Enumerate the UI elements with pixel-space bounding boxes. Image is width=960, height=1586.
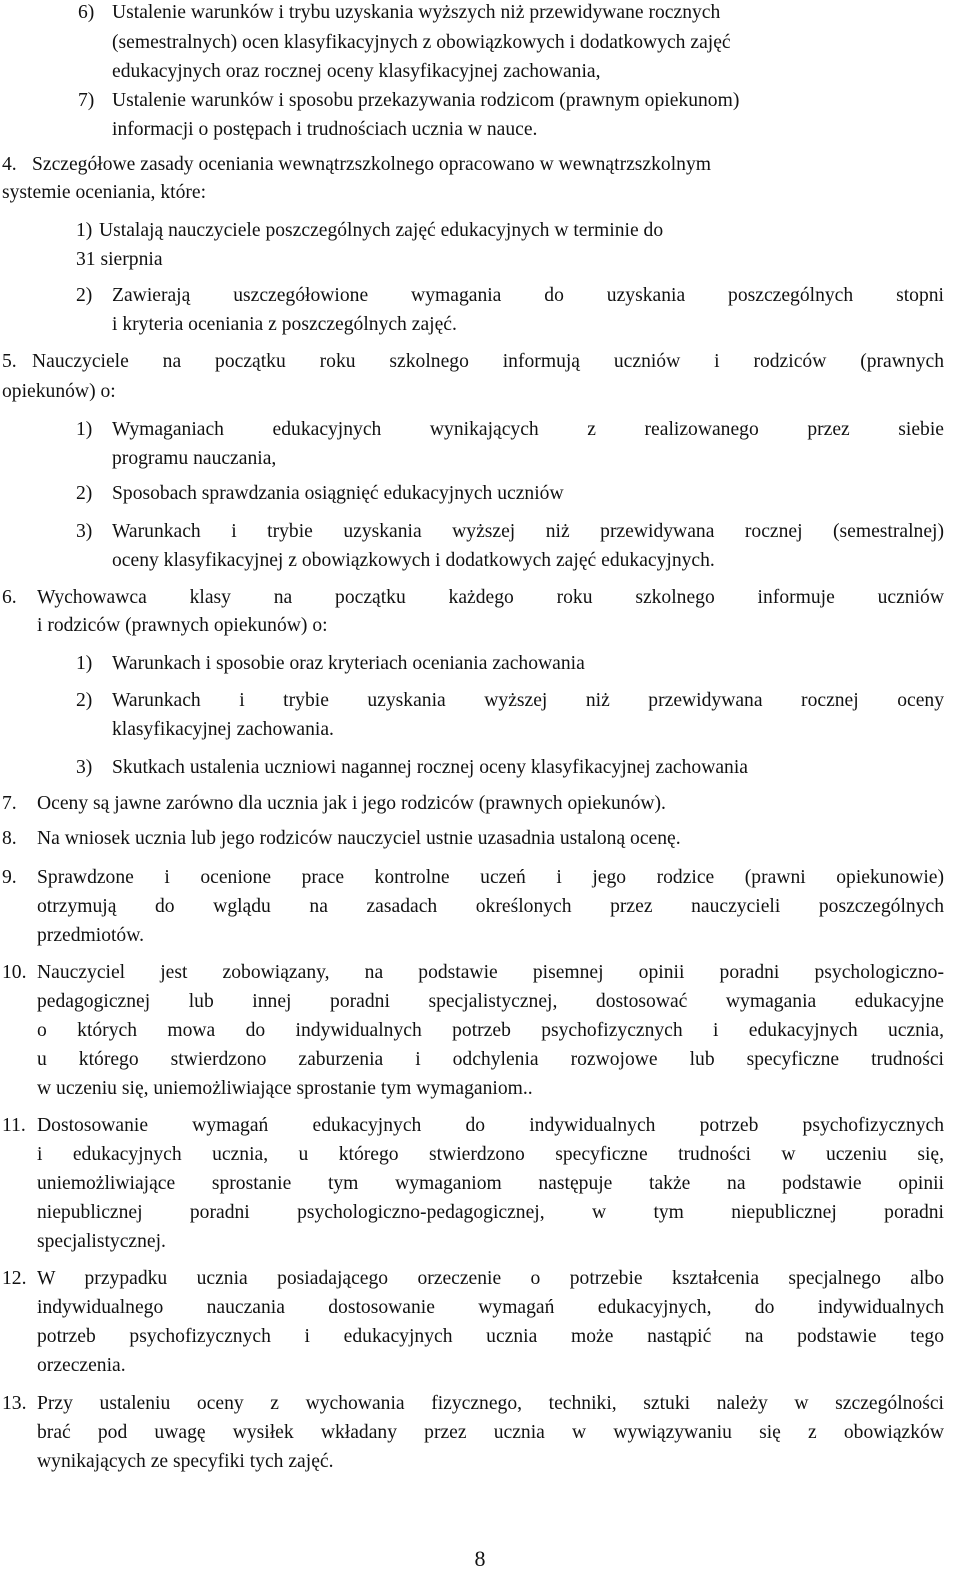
list-item-line: Ustalenie warunków i trybu uzyskania wyższych niż przewidywane rocznych (112, 2, 721, 23)
section-line: pedagogicznej lub innej poradni specjalistycznej, dostosować wymagania edukacyjne (37, 991, 944, 1012)
section-line: przedmiotów. (37, 925, 145, 946)
section-line: Dostosowanie wymagań edukacyjnych do indywidualnych potrzeb psychofizycznych (37, 1115, 944, 1136)
section-line: i edukacyjnych ucznia, u którego stwierdzono specyficzne trudności w uczeniu się, (37, 1144, 944, 1165)
list-item-line: Warunkach i trybie uzyskania wyższej niż przewidywana rocznej (semestralnej) (112, 521, 944, 542)
list-item-line: (semestralnych) ocen klasyfikacyjnych z obowiązkowych i dodatkowych zajęć (112, 32, 731, 53)
list-item-line: 31 sierpnia (76, 249, 163, 270)
list-item-line: i kryteria oceniania z poszczególnych zajęć. (112, 314, 457, 335)
section-number: 7. (2, 793, 17, 814)
section-line: Szczegółowe zasady oceniania wewnątrzszkolnego opracowano w wewnątrzszkolnym (32, 154, 711, 175)
list-item-line: Warunkach i sposobie oraz kryteriach oceniania zachowania (112, 653, 585, 674)
section-line: Nauczyciel jest zobowiązany, na podstawie pisemnej opinii poradni psychologiczno- (37, 962, 944, 983)
section-line: opiekunów) o: (2, 381, 116, 402)
section-line: potrzeb psychofizycznych i edukacyjnych ucznia może nastąpić na podstawie tego (37, 1326, 944, 1347)
section-number: 8. (2, 828, 17, 849)
list-item-line: Zawierają uszczegółowione wymagania do uzyskania poszczególnych stopni (112, 285, 944, 306)
list-item-line: klasyfikacyjnej zachowania. (112, 719, 334, 740)
section-line: Przy ustaleniu oceny z wychowania fizycznego, techniki, sztuki należy w szczególności (37, 1393, 944, 1414)
section-number: 11. (2, 1115, 26, 1136)
section-number: 12. (2, 1268, 27, 1289)
list-number: 1) (76, 653, 93, 674)
list-item-line: Skutkach ustalenia uczniowi nagannej rocznej oceny klasyfikacyjnej zachowania (112, 757, 748, 778)
list-number: 2) (76, 690, 93, 711)
section-line: Oceny są jawne zarówno dla ucznia jak i jego rodziców (prawnych opiekunów). (37, 793, 666, 814)
section-line: indywidualnego nauczania dostosowanie wymagań edukacyjnych, do indywidualnych (37, 1297, 944, 1318)
section-line: uniemożliwiające sprostanie tym wymaganiom następuje także na podstawie opinii (37, 1173, 944, 1194)
list-number: 3) (76, 521, 93, 542)
list-number: 1) (76, 419, 93, 440)
section-line: orzeczenia. (37, 1355, 126, 1376)
section-line: o których mowa do indywidualnych potrzeb psychofizycznych i edukacyjnych ucznia, (37, 1020, 944, 1041)
section-line: w uczeniu się, uniemożliwiające sprostanie tym wymaganiom.. (37, 1078, 533, 1099)
section-line: Na wniosek ucznia lub jego rodziców nauczyciel ustnie uzasadnia ustaloną ocenę. (37, 828, 681, 849)
list-item-line: oceny klasyfikacyjnej z obowiązkowych i dodatkowych zajęć edukacyjnych. (112, 550, 715, 571)
list-number: 2) (76, 483, 93, 504)
section-line: otrzymują do wglądu na zasadach określonych przez nauczycieli poszczególnych (37, 896, 944, 917)
section-line: wynikających ze specyfiki tych zajęć. (37, 1451, 334, 1472)
list-number: 7) (78, 90, 95, 111)
section-line: u którego stwierdzono zaburzenia i odchylenia rozwojowe lub specyficzne trudności (37, 1049, 944, 1070)
list-number: 3) (76, 757, 93, 778)
section-line: specjalistycznej. (37, 1231, 166, 1252)
section-number: 9. (2, 867, 17, 888)
list-item-line: Warunkach i trybie uzyskania wyższej niż przewidywana rocznej oceny (112, 690, 944, 711)
list-number: 1) (76, 220, 93, 241)
list-number: 2) (76, 285, 93, 306)
section-line: i rodziców (prawnych opiekunów) o: (37, 615, 328, 636)
section-line: brać pod uwagę wysiłek wkładany przez ucznia w wywiązywaniu się z obowiązków (37, 1422, 944, 1443)
section-line: Nauczyciele na początku roku szkolnego informują uczniów i rodziców (prawnych (32, 351, 944, 372)
list-item-line: edukacyjnych oraz rocznej oceny klasyfikacyjnej zachowania, (112, 61, 601, 82)
list-item-line: Sposobach sprawdzania osiągnięć edukacyjnych uczniów (112, 483, 564, 504)
section-number: 13. (2, 1393, 27, 1414)
list-item-line: programu nauczania, (112, 448, 277, 469)
section-number: 4. (2, 154, 17, 175)
section-line: niepublicznej poradni psychologiczno-pedagogicznej, w tym niepublicznej poradni (37, 1202, 944, 1223)
list-item-line: Ustalenie warunków i sposobu przekazywania rodzicom (prawnym opiekunom) (112, 90, 740, 111)
section-line: Wychowawca klasy na początku każdego roku szkolnego informuje uczniów (37, 587, 944, 608)
section-number: 5. (2, 351, 17, 372)
list-number: 6) (78, 2, 95, 23)
list-item-line: informacji o postępach i trudnościach ucznia w nauce. (112, 119, 538, 140)
section-line: systemie oceniania, które: (2, 182, 207, 203)
section-line: W przypadku ucznia posiadającego orzeczenie o potrzebie kształcenia specjalnego albo (37, 1268, 944, 1289)
section-line: Sprawdzone i ocenione prace kontrolne uczeń i jego rodzice (prawni opiekunowie) (37, 867, 944, 888)
section-number: 10. (2, 962, 27, 983)
list-item-line: Ustalają nauczyciele poszczególnych zajęć edukacyjnych w terminie do (99, 220, 664, 241)
list-item-line: Wymaganiach edukacyjnych wynikających z realizowanego przez siebie (112, 419, 944, 440)
page-number: 8 (474, 1546, 486, 1571)
section-number: 6. (2, 587, 17, 608)
